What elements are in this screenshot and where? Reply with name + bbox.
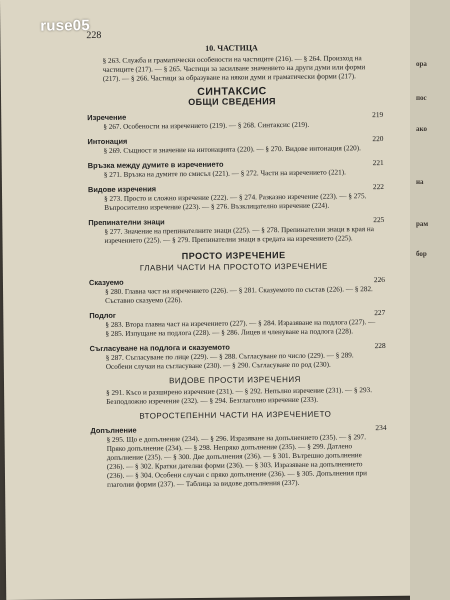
section-page: 219 [372,109,384,120]
edge-text: ора [416,60,427,68]
section-body: § 283. Втора главна част на изречението (227). — § 284. Изразяване на подлога (227). — § 285. Изпущане на подлога (228). — § 286. Лицев и членуване на подлога (228). [105,318,376,338]
edge-text: на [416,178,424,186]
edge-text: рам [416,220,429,228]
section-page: 227 [374,307,386,318]
general-title: ОБЩИ СВЕДЕНИЯ [188,96,276,108]
section-body: § 267. Особености на изречението (219). — § 268. Синтаксис (219). [103,120,310,131]
main-parts-title: ГЛАВНИ ЧАСТИ НА ПРОСТОТО ИЗРЕЧЕНИЕ [139,261,328,273]
section-page: 225 [373,214,385,225]
edge-text: ако [416,125,427,133]
section-title: Препинателни знаци [88,217,165,228]
section-title: Съгласуване на подлога и сказуемото [89,342,230,354]
section-title: Интонация [87,136,128,147]
simple-sentence-title: ПРОСТО ИЗРЕЧЕНИЕ [181,250,286,262]
section-title: Подлог [89,310,116,321]
section-page: 226 [373,274,385,285]
section-page: 228 [374,340,386,351]
section-page: 221 [372,157,384,168]
section-title: Допълнение [90,425,137,436]
next-page-edge [410,0,450,600]
section-title: Видове изречения [87,184,157,195]
section-page: 220 [372,133,384,144]
section-body: § 295. Що е допълнение (234). — § 296. Изразяване на допълнението (235). — § 297. Пряко допълнение (234). — § 298. Непряко допълнение (235). — § 299. Датлено допълнение (235). — § 300. Две допълнения (236). — § 301. Вътрешно допълнение (236). — § 302. Кратки дателни форми (236). — § 303. Изразяване на допълнението (236). — § 304. Особени случаи с пряко допълнение (236). — § 305. Допълнения при глаголни форми (237). — Таблица за видове допълнения (237). [106,433,368,489]
section-body: § 269. Същност и значение на интонацията (220). — § 270. Видове интонация (220). [103,144,361,155]
section-body: § 271. Връзка на думите по смисъл (221). — § 272. Части на изречението (221). [103,168,346,179]
page-number: 228 [86,29,102,42]
watermark: ruse05 [40,17,90,35]
section-page: 222 [372,181,385,192]
toc-paragraph: § 291. Късо и разширено изречение (231). — § 292. Непълно изречение (231). — § 293. Безподложно изречение (232). — § 294. Безглаголно изречение (233). [106,386,373,406]
toc-paragraph: § 263. Служба и граматически особености на частиците (216). — § 264. Произход на частиците (217). — § 265. Частици за засилване значението на други думи или форми (217). — § 266. Частици за образуване на някои думи и граматически форми (217). [102,54,366,83]
section-body: § 273. Просто и сложно изречение (222). — § 274. Разказно изречение (223). — § 275. Въпросително изречение (223). — § 276. Възклицателно изречение (224). [104,192,367,212]
section-body: § 277. Значение на препинателните знаци (225). — § 278. Препинателни знаци в края на изречението (225). — § 279. Препинателни знаци в средата на изречението (225). [104,225,374,245]
section-body: § 280. Главна част на изречението (226). — § 281. Сказуемото по състав (226). — § 282. Съставно сказуемо (226). [105,285,373,305]
types-title: ВИДОВЕ ПРОСТИ ИЗРЕЧЕНИЯ [169,374,301,386]
section-title: Изречение [87,112,127,123]
edge-text: бор [416,250,427,258]
section-title: Сказуемо [88,277,124,288]
heading-particle: 10. ЧАСТИЦА [205,43,258,53]
edge-text: пос [416,94,427,102]
table-of-contents [86,36,387,490]
syntax-title: СИНТАКСИС [197,85,267,98]
section-page: 234 [375,422,387,433]
secondary-title: ВТОРОСТЕПЕННИ ЧАСТИ НА ИЗРЕЧЕНИЕТО [139,409,332,421]
section-title: Връзка между думите в изречението [87,159,224,171]
section-body: § 287. Съгласуване по лице (229). — § 288. Съгласуване по число (229). — § 289. Особени случаи на съгласуване (230). — § 290. Съгласуване по род (230). [105,351,354,371]
